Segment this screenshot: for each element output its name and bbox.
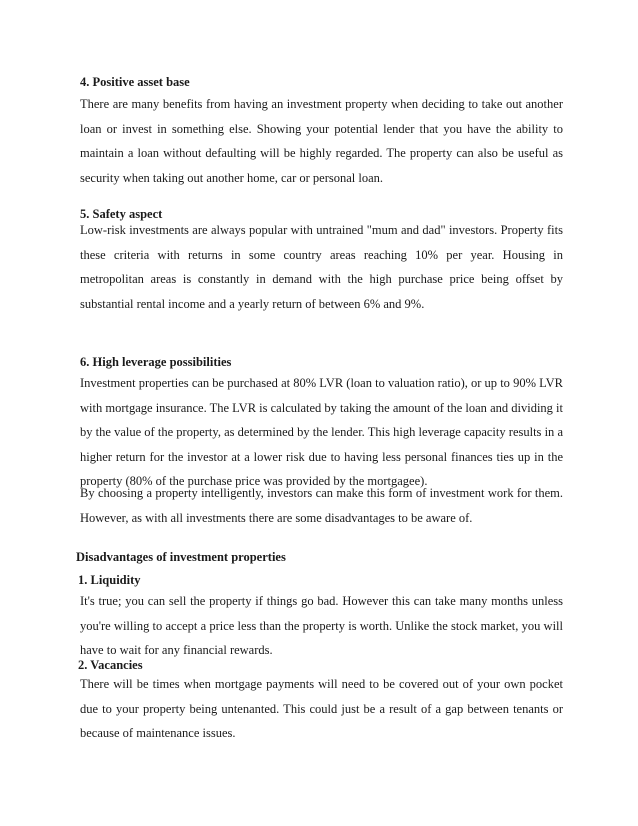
section-heading-safety-aspect: 5. Safety aspect [80,207,163,221]
section-heading-high-leverage: 6. High leverage possibilities [80,355,232,369]
section-heading-positive-asset-base: 4. Positive asset base [80,75,190,89]
disadvantage-heading-vacancies: 2. Vacancies [78,658,143,672]
section-paragraph-high-leverage-2: By choosing a property intelligently, investors can make this form of investment work for them. However, as with all investments there are some disadvantages to be aware of. [80,486,563,525]
disadvantages-heading: Disadvantages of investment properties [76,550,286,564]
disadvantage-text-vacancies: There will be times when mortgage payments will need to be covered out of your own pocket due to your property being untenanted. This could just be a result of a gap between tenants or because of maintenance issues. [80,677,563,740]
disadvantage-heading-liquidity: 1. Liquidity [78,573,141,587]
section-paragraph-high-leverage: Investment properties can be purchased at 80% LVR (loan to valuation ratio), or up to 90% LVR with mortgage insurance. The LVR is calculated by taking the amount of the loan and dividing it by the value of the property, as determined by the lender. This high leverage capacity results in a higher return for the investor at a lower risk due to having less personal finances ties up in the property (80% of the purchase price was provided by the mortgagee). [80,376,563,488]
section-paragraph-positive-asset-base: There are many benefits from having an investment property when deciding to take out another loan or invest in something else. Showing your potential lender that you have the ability to maintain a loan without defaulting will be highly regarded. The property can also be useful as security when taking out another home, car or personal loan. [80,97,563,185]
disadvantage-text-liquidity: It's true; you can sell the property if things go bad. However this can take many months unless you're willing to accept a price less than the property is worth. Unlike the stock market, you will have to wait for any financial rewards. [80,594,563,657]
section-paragraph-safety-aspect: Low-risk investments are always popular with untrained "mum and dad" investors. Property fits these criteria with returns in some country areas reaching 10% per year. Housing in metropolitan areas is constantly in demand with the high purchase price being offset by substantial rental income and a yearly return of between 6% and 9%. [80,223,563,311]
